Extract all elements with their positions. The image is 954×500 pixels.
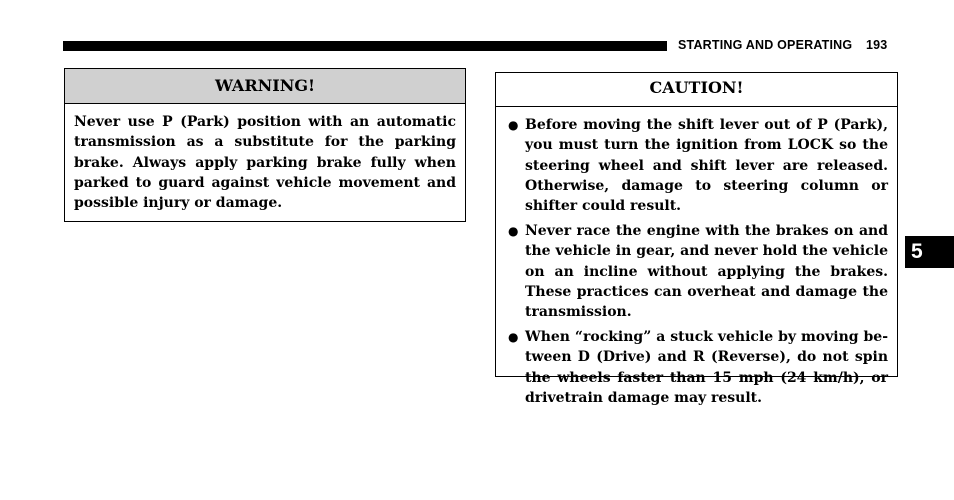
caution-item-text: Before moving the shift lever out of P (Park), you must turn the ignition from LOCK so the steering wheel and shift lever are released. Otherwise, damage to steering column or shifter could result. [525,117,888,215]
caution-title: CAUTION! [496,73,897,107]
caution-item [508,221,888,322]
warning-title: WARNING! [65,69,465,104]
section-title: STARTING AND OPERATING [678,38,853,52]
warning-text: Never use P (Park) position with an automatic transmission as a substitute for the parking brake. Always apply parking brake fully when parked to guard against vehicle movement and possible injury or damage. [74,114,456,212]
caution-item [508,115,888,216]
page-number: 193 [866,38,888,52]
caution-box [495,72,898,406]
header-rule [63,41,667,51]
caution-item-text: Never race the engine with the brakes on and the vehicle in gear, and never hold the vehicle on an incline without applying the brakes. These practices can overheat and damage the transmission. [525,222,888,321]
bullet-icon: ● [508,329,519,344]
bullet-icon: ● [508,118,519,132]
warning-box [64,68,466,222]
caution-list [496,107,897,408]
running-header [678,38,887,52]
caution-item [508,327,888,408]
caution-item-text: When “rocking” a stuck vehicle by moving between D (Drive) and R (Reverse), do not spin the wheels faster than 15 mph (24 km/h), or drivetrain damage may result. [525,328,888,406]
bullet-icon: ● [508,223,519,238]
chapter-tab: 5 [905,236,954,268]
